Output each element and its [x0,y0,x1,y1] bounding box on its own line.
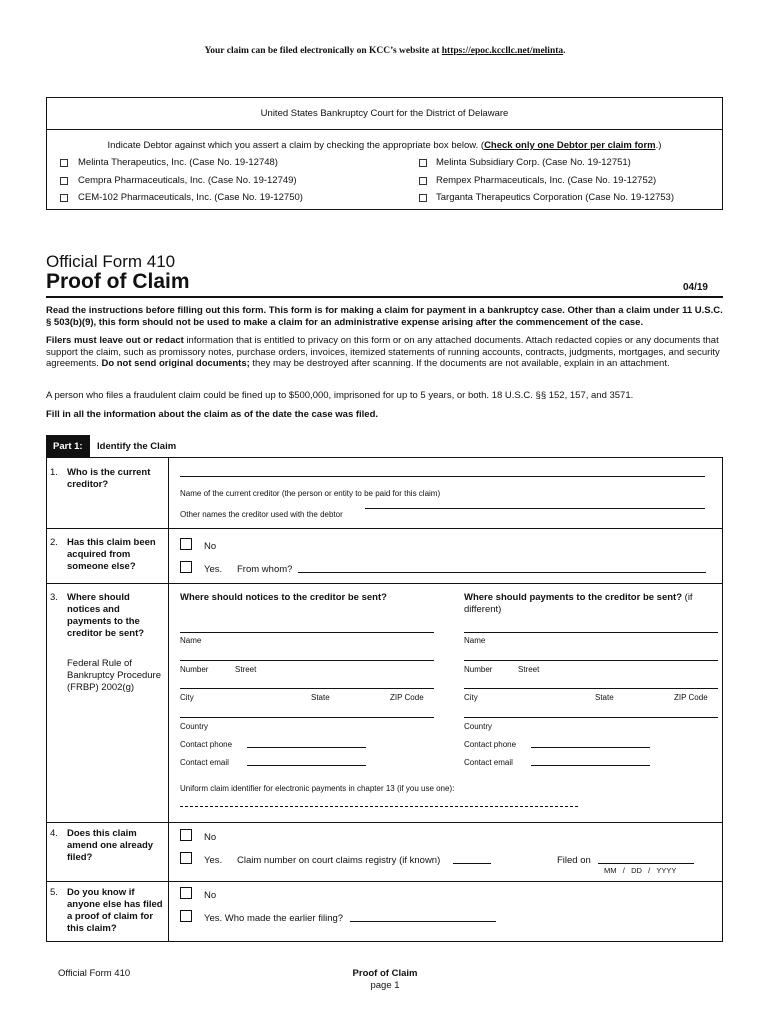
payments-phone-field[interactable] [531,747,650,748]
payments-name-field[interactable] [464,632,718,633]
q3-question: Where should notices and payments to the creditor be sent? [67,592,145,639]
form-number: Official Form 410 [46,252,176,271]
acquired-yes-checkbox[interactable] [180,561,192,573]
filed-on-label: Filed on [557,855,591,866]
other-names-field[interactable] [365,508,705,509]
other-filing-yes-label: Yes. Who made the earlier filing? [204,913,344,924]
payments-street-caption: Street [518,665,540,674]
notices-city-field[interactable] [180,688,434,689]
notices-city-caption: City [180,693,194,702]
earlier-filer-field[interactable] [350,921,496,922]
claim-number-field[interactable] [453,863,491,864]
payments-name-caption: Name [464,636,486,645]
notices-phone-field[interactable] [247,747,366,748]
debtor-checkbox-cempra[interactable] [60,177,68,185]
amend-no-label: No [204,832,217,843]
payments-email-field[interactable] [531,765,650,766]
payments-state-caption: State [595,693,614,702]
fraud-warning: A person who files a fraudulent claim could be fined up to $500,000, imprisoned for up to 5 years, or both. 18 U.S.C. §§ 152, 157, and 3571. [46,390,634,401]
footer-title: Proof of Claim [352,968,418,979]
debtor-label: Melinta Therapeutics, Inc. (Case No. 19-12748) [78,157,278,168]
q4-number: 4. [50,828,58,839]
other-filing-no-label: No [204,890,217,901]
other-filing-yes-checkbox[interactable] [180,910,192,922]
notices-street-field[interactable] [180,660,434,661]
q3-number: 3. [50,592,58,603]
payments-number-caption: Number [464,665,493,674]
notices-country-field[interactable] [180,717,434,718]
amend-yes-checkbox[interactable] [180,852,192,864]
payments-city-field[interactable] [464,688,718,689]
notices-name-field[interactable] [180,632,434,633]
debtor-label: Cempra Pharmaceuticals, Inc. (Case No. 19-12749) [78,175,297,186]
debtor-selection-box [46,97,723,210]
acquired-yes-label: Yes. [204,564,223,575]
frbp-reference: Federal Rule of Bankruptcy Procedure (FRBP) 2002(g) [67,658,161,693]
debtor-label: CEM-102 Pharmaceuticals, Inc. (Case No. 19-12750) [78,192,303,203]
intro-instructions: Read the instructions before filling out this form. This form is for making a claim for payment in a bankruptcy case. Other than a claim under 11 U.S.C. § 503(b)(9), this form should not be used to make a claim for an administrative expense arising after the commencement of the case. [46,305,723,328]
date-format-hint: MM / DD / YYYY [604,866,677,875]
other-filing-no-checkbox[interactable] [180,887,192,899]
payments-email-label: Contact email [464,758,513,767]
notices-street-caption: Street [235,665,257,674]
form-title: Proof of Claim [46,270,190,293]
redaction-notice: Filers must leave out or redact information that is entitled to privacy on this form or on any attached documents. Attach redacted copies or any documents that support the claim, such as promissory notes, purchase orders, invoices, itemized statements of running accounts, contracts, judgments, mortgages, and security agreements. Do not send original documents; they may be destroyed after scanning. If the documents are not available, explain in an attachment. [46,335,720,369]
uci-label: Uniform claim identifier for electronic payments in chapter 13 (if you use one): [180,784,455,793]
notices-zip-caption: ZIP Code [390,693,424,702]
payments-city-caption: City [464,693,478,702]
q1-question: Who is the current creditor? [67,467,151,490]
current-creditor-caption: Name of the current creditor (the person or entity to be paid for this claim) [180,489,441,498]
payments-country-field[interactable] [464,717,718,718]
notices-state-caption: State [311,693,330,702]
payments-phone-label: Contact phone [464,740,517,749]
debtor-label: Melinta Subsidiary Corp. (Case No. 19-12751) [436,157,631,168]
notices-header: Where should notices to the creditor be sent? [180,592,387,603]
q1-number: 1. [50,467,58,478]
current-creditor-name-field[interactable] [180,476,705,477]
footer-form-number: Official Form 410 [58,968,131,979]
q5-question: Do you know if anyone else has filed a proof of claim for this claim? [67,887,163,934]
part1-label: Part 1: [53,441,83,452]
notices-phone-label: Contact phone [180,740,233,749]
form-version: 04/19 [682,282,708,293]
notices-name-caption: Name [180,636,202,645]
fill-in-instruction: Fill in all the information about the claim as of the date the case was filed. [46,409,379,420]
q4-question: Does this claim amend one already filed? [67,828,154,863]
payments-country-caption: Country [464,722,493,731]
amend-no-checkbox[interactable] [180,829,192,841]
uci-field[interactable] [180,806,578,807]
payments-zip-caption: ZIP Code [674,693,708,702]
filed-on-date-field[interactable] [598,863,694,864]
acquired-no-checkbox[interactable] [180,538,192,550]
notices-country-caption: Country [180,722,209,731]
debtor-label: Rempex Pharmaceuticals, Inc. (Case No. 19-12752) [436,175,657,186]
notices-email-label: Contact email [180,758,229,767]
notices-email-field[interactable] [247,765,366,766]
court-name: United States Bankruptcy Court for the District of Delaware [260,108,509,119]
acquired-no-label: No [204,541,217,552]
debtor-checkbox-melinta-subsidiary[interactable] [419,159,427,167]
debtor-checkbox-melinta-therapeutics[interactable] [60,159,68,167]
q5-number: 5. [50,887,58,898]
from-whom-field[interactable] [298,572,706,573]
q2-question: Has this claim been acquired from someone else? [67,537,156,572]
payments-street-field[interactable] [464,660,718,661]
part1-title: Identify the Claim [97,441,177,452]
footer-page-number: page 1 [370,980,400,991]
debtor-checkbox-cem-102[interactable] [60,194,68,202]
q2-number: 2. [50,537,58,548]
from-whom-label: From whom? [237,564,293,575]
debtor-label: Targanta Therapeutics Corporation (Case No. 19-12753) [436,192,674,203]
payments-header: Where should payments to the creditor be sent? (if different) [464,592,693,615]
claim-number-label: Claim number on court claims registry (if known) [237,855,441,866]
other-names-label: Other names the creditor used with the debtor [180,510,343,519]
debtor-instruction: Indicate Debtor against which you assert a claim by checking the appropriate box below. (Check only one Debtor per claim form.) [107,140,662,151]
electronic-filing-notice: Your claim can be filed electronically on KCC’s website at https://epoc.kccllc.net/melinta. [204,46,566,56]
debtor-checkbox-rempex[interactable] [419,177,427,185]
kcc-link[interactable]: https://epoc.kccllc.net/melinta [441,46,564,56]
amend-yes-label: Yes. [204,855,223,866]
notices-number-caption: Number [180,665,209,674]
debtor-checkbox-targanta[interactable] [419,194,427,202]
